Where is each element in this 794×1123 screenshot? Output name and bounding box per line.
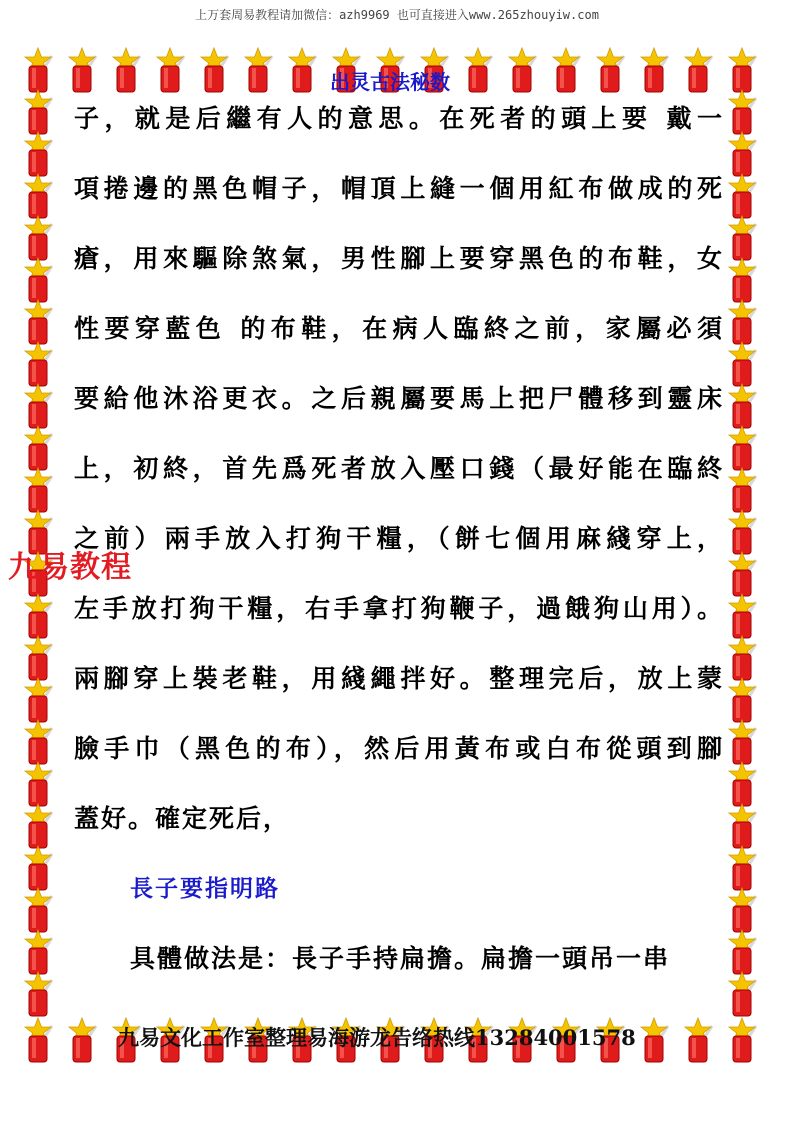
firecracker-icon [685, 1018, 712, 1062]
firecracker-icon [25, 720, 52, 764]
firecracker-icon [729, 300, 756, 344]
firecracker-icon [25, 216, 52, 260]
firecracker-icon [157, 48, 184, 92]
firecracker-icon [685, 48, 712, 92]
firecracker-icon [201, 48, 228, 92]
body-line: 之前）兩手放入打狗干糧，（餅七個用麻綫穿上， [74, 524, 724, 553]
firecracker-icon [553, 48, 580, 92]
firecracker-icon [729, 678, 756, 722]
firecracker-icon [25, 468, 52, 512]
firecracker-icon [69, 48, 96, 92]
firecracker-icon [25, 678, 52, 722]
firecracker-icon [729, 258, 756, 302]
firecracker-icon [597, 48, 624, 92]
firecracker-icon [729, 972, 756, 1016]
firecracker-icon [641, 48, 668, 92]
body-line: 蓋好。確定死后， [74, 804, 291, 833]
body-line: 要給他沐浴更衣。之后親屬要馬上把尸體移到靈床 [74, 384, 724, 413]
firecracker-icon [729, 342, 756, 386]
firecracker-icon [25, 342, 52, 386]
top-contact-note: 上万套周易教程请加微信：azh9969 也可直接进入www.265zhouyiw.com [195, 8, 599, 22]
firecracker-icon [25, 300, 52, 344]
firecracker-icon [25, 594, 52, 638]
firecracker-icon [25, 846, 52, 890]
firecracker-icon [729, 762, 756, 806]
watermark-logo: 九易教程 [8, 550, 132, 585]
firecracker-icon [729, 384, 756, 428]
firecracker-icon [25, 132, 52, 176]
firecracker-icon [729, 48, 756, 92]
page-header-title: 出灵古法秘数 [330, 70, 450, 94]
section-heading: 長子要指明路 [130, 875, 280, 902]
firecracker-icon [729, 90, 756, 134]
firecracker-icon [25, 258, 52, 302]
footer-contact-note: 九易文化工作室整理易海游龙告络热线13284001578 [118, 1025, 636, 1050]
firecracker-icon [25, 426, 52, 470]
firecracker-icon [729, 804, 756, 848]
body-line: 瘡，用來驅除煞氣，男性腳上要穿黑色的布鞋，女 [74, 244, 724, 273]
firecracker-icon [25, 972, 52, 1016]
firecracker-icon [729, 636, 756, 680]
firecracker-icon [25, 48, 52, 92]
firecracker-icon [25, 90, 52, 134]
firecracker-icon [729, 174, 756, 218]
firecracker-icon [25, 384, 52, 428]
firecracker-icon [729, 1018, 756, 1062]
firecracker-icon [25, 636, 52, 680]
firecracker-icon [729, 930, 756, 974]
firecracker-icon [729, 888, 756, 932]
firecracker-icon [245, 48, 272, 92]
firecracker-icon [641, 1018, 668, 1062]
firecracker-icon [729, 552, 756, 596]
firecracker-icon [25, 888, 52, 932]
firecracker-icon [729, 720, 756, 764]
firecracker-icon [729, 216, 756, 260]
body-line: 兩腳穿上裝老鞋，用綫繩拌好。整理完后，放上蒙 [74, 664, 724, 693]
firecracker-icon [729, 132, 756, 176]
section-paragraph: 具體做法是：長子手持扁擔。扁擔一頭吊一串 [130, 944, 671, 973]
body-line: 項捲邊的黑色帽子，帽頂上縫一個用紅布做成的死 [74, 174, 724, 203]
firecracker-icon [729, 468, 756, 512]
firecracker-icon [465, 48, 492, 92]
firecracker-icon [69, 1018, 96, 1062]
firecracker-icon [729, 846, 756, 890]
firecracker-icon [509, 48, 536, 92]
body-line: 性要穿藍色 的布鞋，在病人臨終之前，家屬必須 [74, 314, 724, 343]
firecracker-icon [25, 762, 52, 806]
firecracker-icon [25, 174, 52, 218]
body-line: 上，初終，首先爲死者放入壓口錢（最好能在臨終 [74, 454, 724, 483]
firecracker-icon [25, 930, 52, 974]
firecracker-icon [289, 48, 316, 92]
body-line: 左手放打狗干糧，右手拿打狗鞭子，過餓狗山用）。 [74, 594, 724, 623]
firecracker-icon [729, 426, 756, 470]
body-line: 臉手巾（黑色的布），然后用黃布或白布從頭到腳 [74, 734, 724, 763]
document-body [74, 96, 724, 1006]
firecracker-icon [25, 804, 52, 848]
firecracker-icon [113, 48, 140, 92]
firecracker-icon [729, 510, 756, 554]
firecracker-icon [25, 1018, 52, 1062]
body-line: 子，就是后繼有人的意思。在死者的頭上要 戴一 [74, 104, 724, 133]
firecracker-icon [729, 594, 756, 638]
